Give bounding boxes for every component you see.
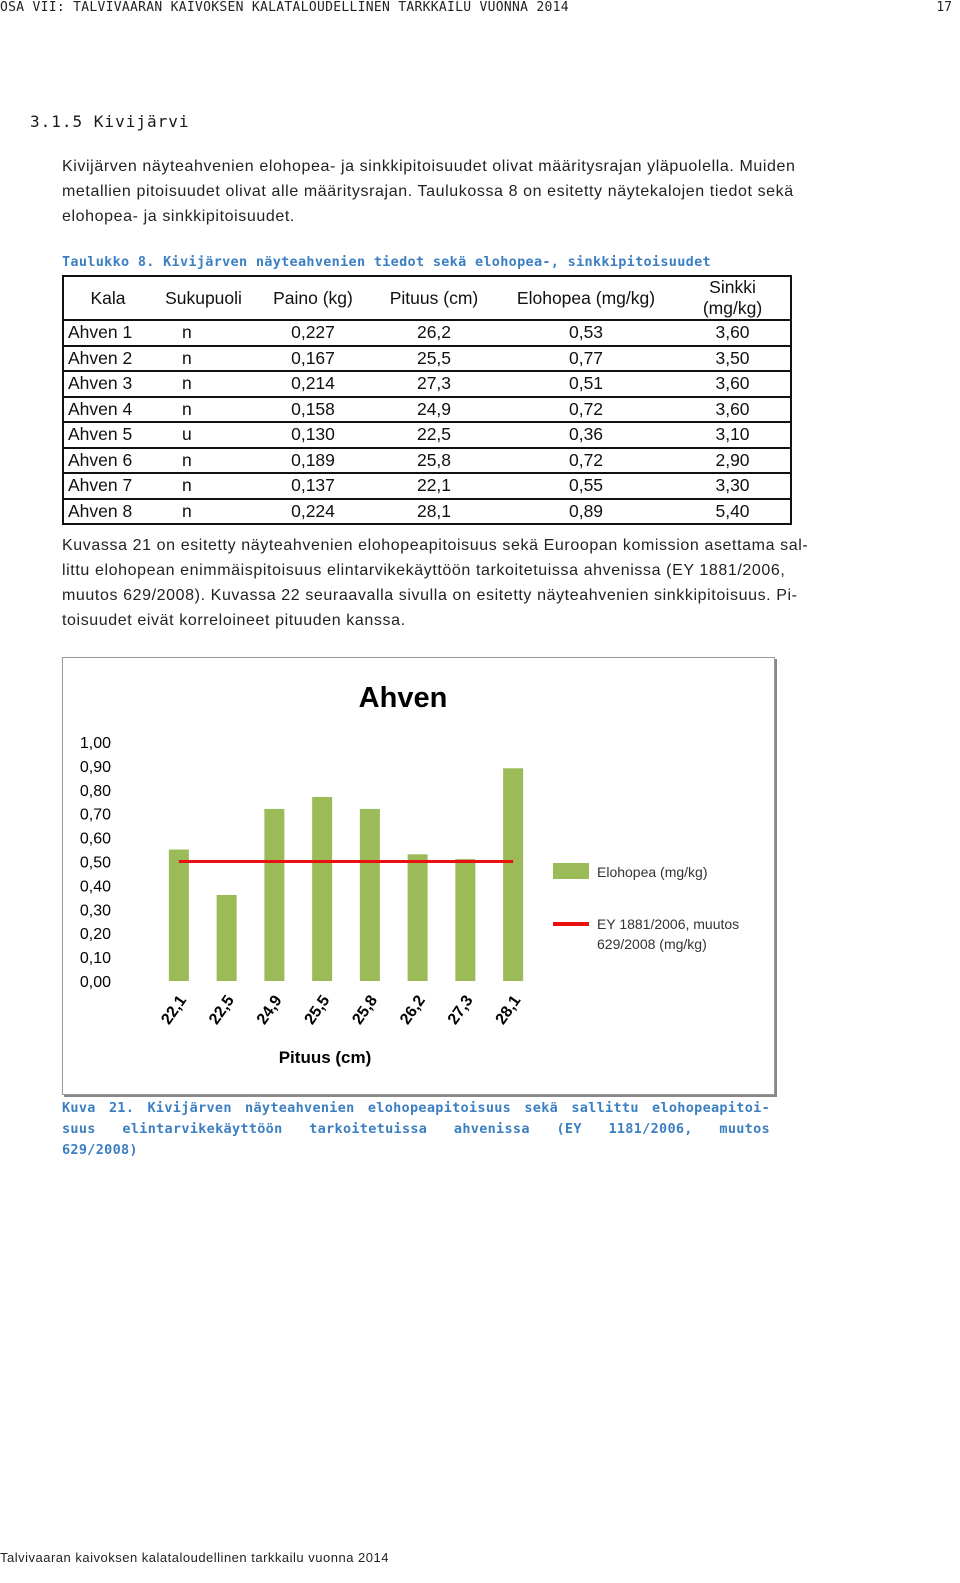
y-tick-label: 0,00 bbox=[79, 974, 111, 991]
intro-line: metallien pitoisuudet olivat alle määritysrajan. Taulukossa 8 on esitetty näytekalojen tiedot sekä bbox=[62, 183, 794, 200]
legend-label-limit-line1: EY 1881/2006, muutos bbox=[597, 916, 740, 932]
table-cell: 25,8 bbox=[371, 448, 497, 474]
table-row bbox=[63, 320, 791, 346]
table-row bbox=[63, 448, 791, 474]
table-cell: 26,2 bbox=[371, 320, 497, 346]
y-tick-label: 1,00 bbox=[79, 735, 111, 752]
table-cell: 0,36 bbox=[497, 422, 675, 448]
table-cell: 0,72 bbox=[497, 448, 675, 474]
table-cell: 3,60 bbox=[675, 320, 791, 346]
table-cell: Ahven 3 bbox=[63, 371, 152, 397]
table-cell: 3,10 bbox=[675, 422, 791, 448]
bar bbox=[408, 854, 428, 981]
figure-caption-line: 629/2008) bbox=[62, 1142, 138, 1158]
figure-caption-line: suus elintarvikekäyttöön tarkoitetuissa ahvenissa (EY 1181/2006, muutos bbox=[62, 1121, 770, 1137]
x-tick-label: 25,5 bbox=[301, 992, 334, 1028]
body-line: muutos 629/2008). Kuvassa 22 seuraavalla sivulla on esitetty näyteahvenien sinkkipitoisuus. Pi- bbox=[62, 587, 798, 604]
table-cell: Ahven 8 bbox=[63, 499, 152, 525]
column-header: Elohopea (mg/kg) bbox=[497, 276, 675, 320]
x-axis-label: Pituus (cm) bbox=[278, 1048, 372, 1067]
table-row bbox=[63, 371, 791, 397]
table-cell: Ahven 7 bbox=[63, 473, 152, 499]
table-cell: 0,77 bbox=[497, 346, 675, 372]
intro-line: elohopea- ja sinkkipitoisuudet. bbox=[62, 208, 295, 225]
table-cell: 0,130 bbox=[255, 422, 371, 448]
table-cell: Ahven 1 bbox=[63, 320, 152, 346]
table-cell: 0,189 bbox=[255, 448, 371, 474]
y-tick-label: 0,70 bbox=[79, 806, 111, 824]
y-tick-label: 0,30 bbox=[79, 902, 111, 920]
body-line: Kuvassa 21 on esitetty näyteahvenien elohopeapitoisuus sekä Euroopan komission asettama sal- bbox=[62, 537, 809, 554]
table-cell: 0,167 bbox=[255, 346, 371, 372]
table-cell: 22,1 bbox=[371, 473, 497, 499]
body-line: littu elohopean enimmäispitoisuus elintarvikekäyttöön tarkoitetuissa ahvenissa (EY 1881/2006, bbox=[62, 562, 786, 579]
table-cell: Ahven 4 bbox=[63, 397, 152, 423]
table-cell: 0,55 bbox=[497, 473, 675, 499]
x-tick-label: 25,8 bbox=[349, 992, 382, 1028]
page-footer: Talvivaaran kaivoksen kalataloudellinen tarkkailu vuonna 2014 bbox=[0, 1550, 389, 1565]
table-cell: u bbox=[152, 422, 255, 448]
table-cell: 24,9 bbox=[371, 397, 497, 423]
table-cell: 3,60 bbox=[675, 371, 791, 397]
table-cell: n bbox=[152, 320, 255, 346]
table-cell: 0,89 bbox=[497, 499, 675, 525]
legend bbox=[553, 863, 739, 952]
bar bbox=[312, 797, 332, 981]
column-header: Pituus (cm) bbox=[371, 276, 497, 320]
chart-frame bbox=[62, 657, 775, 1095]
column-header: Kala bbox=[63, 276, 152, 320]
table-cell: 3,50 bbox=[675, 346, 791, 372]
table-cell: 27,3 bbox=[371, 371, 497, 397]
chart-title: Ahven bbox=[358, 682, 448, 714]
y-tick-label: 0,80 bbox=[79, 782, 111, 800]
table-cell: 0,224 bbox=[255, 499, 371, 525]
y-tick-label: 0,60 bbox=[79, 830, 111, 848]
y-tick-label: 0,40 bbox=[79, 878, 111, 896]
page-number: 17 bbox=[936, 0, 952, 15]
table-cell: n bbox=[152, 346, 255, 372]
intro-line: Kivijärven näyteahvenien elohopea- ja sinkkipitoisuudet olivat määritysrajan yläpuolella. Muiden bbox=[62, 158, 796, 175]
table-row bbox=[63, 346, 791, 372]
table-cell: 5,40 bbox=[675, 499, 791, 525]
table-cell: 0,72 bbox=[497, 397, 675, 423]
legend-label-limit-line2: 629/2008 (mg/kg) bbox=[597, 936, 707, 952]
bars bbox=[169, 768, 523, 981]
table-cell: 0,158 bbox=[255, 397, 371, 423]
table-cell: 2,90 bbox=[675, 448, 791, 474]
y-tick-label: 0,90 bbox=[79, 758, 111, 776]
table-cell: 28,1 bbox=[371, 499, 497, 525]
table-cell: n bbox=[152, 448, 255, 474]
table-cell: Ahven 6 bbox=[63, 448, 152, 474]
table-cell: n bbox=[152, 397, 255, 423]
table-cell: Ahven 2 bbox=[63, 346, 152, 372]
table-cell: 25,5 bbox=[371, 346, 497, 372]
table-cell: 3,60 bbox=[675, 397, 791, 423]
table-cell: 0,53 bbox=[497, 320, 675, 346]
column-header: Paino (kg) bbox=[255, 276, 371, 320]
table-row bbox=[63, 422, 791, 448]
data-table bbox=[62, 275, 792, 525]
bar bbox=[169, 850, 189, 981]
table-header-row bbox=[63, 276, 791, 320]
table-cell: 0,51 bbox=[497, 371, 675, 397]
figure-caption-line: Kuva 21. Kivijärven näyteahvenien elohopeapitoisuus sekä sallittu elohopeapitoi- bbox=[62, 1100, 770, 1116]
table-cell: Ahven 5 bbox=[63, 422, 152, 448]
table-row bbox=[63, 397, 791, 423]
bar bbox=[360, 809, 380, 981]
x-tick-label: 27,3 bbox=[444, 992, 477, 1028]
table-row bbox=[63, 473, 791, 499]
table-cell: 0,227 bbox=[255, 320, 371, 346]
table-cell: n bbox=[152, 499, 255, 525]
x-tick-labels bbox=[158, 992, 524, 1027]
table-cell: 3,30 bbox=[675, 473, 791, 499]
table-cell: 0,137 bbox=[255, 473, 371, 499]
bar bbox=[455, 859, 475, 981]
table-cell: n bbox=[152, 473, 255, 499]
section-heading: 3.1.5 Kivijärvi bbox=[30, 112, 190, 131]
legend-swatch-mercury bbox=[553, 863, 589, 879]
page-header-title: OSA VII: TALVIVAARAN KAIVOKSEN KALATALOUDELLINEN TARKKAILU VUONNA 2014 bbox=[0, 0, 569, 15]
y-tick-labels bbox=[80, 735, 111, 991]
column-header: Sinkki (mg/kg) bbox=[675, 276, 791, 320]
table-cell: n bbox=[152, 371, 255, 397]
y-tick-label: 0,10 bbox=[79, 950, 111, 968]
x-tick-label: 24,9 bbox=[253, 992, 286, 1028]
table-caption: Taulukko 8. Kivijärven näyteahvenien tiedot sekä elohopea-, sinkkipitoisuudet bbox=[62, 254, 711, 270]
intro-paragraph bbox=[62, 154, 952, 229]
bar bbox=[264, 809, 284, 981]
body-line: toisuudet eivät korreloineet pituuden kanssa. bbox=[62, 612, 406, 629]
mercury-bar-chart bbox=[63, 658, 774, 1094]
x-tick-label: 28,1 bbox=[492, 992, 525, 1028]
figure-caption bbox=[62, 1098, 770, 1161]
body-paragraph bbox=[62, 533, 952, 633]
table-cell: 0,214 bbox=[255, 371, 371, 397]
x-tick-label: 22,5 bbox=[206, 992, 238, 1028]
column-header: Sukupuoli bbox=[152, 276, 255, 320]
bar bbox=[217, 895, 237, 981]
y-tick-label: 0,50 bbox=[79, 854, 111, 872]
table-row bbox=[63, 499, 791, 525]
y-tick-label: 0,20 bbox=[79, 926, 111, 944]
table-cell: 22,5 bbox=[371, 422, 497, 448]
legend-label-mercury: Elohopea (mg/kg) bbox=[597, 864, 708, 880]
x-tick-label: 26,2 bbox=[397, 992, 429, 1028]
bar bbox=[503, 768, 523, 981]
x-tick-label: 22,1 bbox=[158, 992, 191, 1028]
